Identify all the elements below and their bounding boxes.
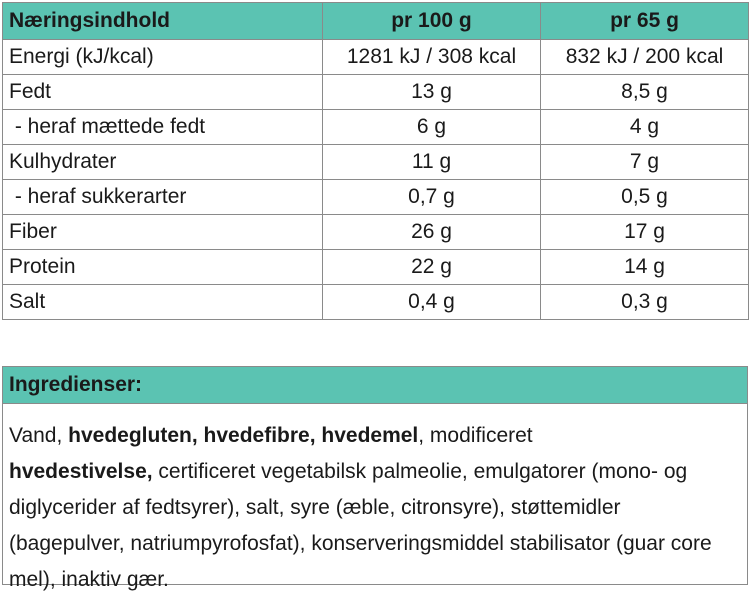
table-row (3, 215, 749, 250)
table-row (3, 75, 749, 110)
table-row (3, 180, 749, 215)
nutrient-name: Fedt (3, 75, 323, 110)
header-nutrient: Næringsindhold (3, 3, 323, 40)
table-row (3, 145, 749, 180)
ingredients-text (3, 404, 747, 591)
nutrient-name: Salt (3, 285, 323, 320)
value-per-65g: 0,3 g (541, 285, 749, 320)
nutrient-name: - heraf mættede fedt (3, 110, 323, 145)
value-per-65g: 832 kJ / 200 kcal (541, 40, 749, 75)
value-per-65g: 17 g (541, 215, 749, 250)
header-per-65g: pr 65 g (541, 3, 749, 40)
nutrient-name: - heraf sukkerarter (3, 180, 323, 215)
ingredients-part: , modificeret (418, 424, 533, 447)
value-per-100g: 0,4 g (323, 285, 541, 320)
value-per-100g: 6 g (323, 110, 541, 145)
nutrient-name: Kulhydrater (3, 145, 323, 180)
table-row (3, 250, 749, 285)
ingredients-part: Vand, (9, 424, 69, 447)
ingredients-part-bold: hvedegluten, hvedefibre, hvedemel (68, 424, 419, 447)
nutrition-table (2, 2, 749, 320)
value-per-65g: 0,5 g (541, 180, 749, 215)
value-per-100g: 26 g (323, 215, 541, 250)
value-per-100g: 0,7 g (323, 180, 541, 215)
nutrient-name: Fiber (3, 215, 323, 250)
nutrition-header-row (3, 3, 749, 40)
value-per-100g: 22 g (323, 250, 541, 285)
nutrient-name: Protein (3, 250, 323, 285)
ingredients-part-bold: hvedestivelse, (9, 460, 153, 483)
table-row (3, 110, 749, 145)
value-per-65g: 8,5 g (541, 75, 749, 110)
ingredients-box (2, 366, 748, 591)
table-row (3, 40, 749, 75)
value-per-65g: 14 g (541, 250, 749, 285)
table-row (3, 285, 749, 320)
ingredients-part: certificeret vegetabilsk palmeolie, emulgatorer (mono- og diglycerider af fedtsyrer), salt, syre (æble, citronsyre), støttemidler (bagepulver, natriumpyrofosfat), konserveringsmiddel stabilisator (guar core mel), inaktiv gær. (9, 460, 712, 591)
header-per-100g: pr 100 g (323, 3, 541, 40)
ingredients-title: Ingredienser: (3, 367, 747, 404)
value-per-100g: 13 g (323, 75, 541, 110)
value-per-100g: 11 g (323, 145, 541, 180)
value-per-65g: 7 g (541, 145, 749, 180)
value-per-65g: 4 g (541, 110, 749, 145)
value-per-100g: 1281 kJ / 308 kcal (323, 40, 541, 75)
nutrient-name: Energi (kJ/kcal) (3, 40, 323, 75)
